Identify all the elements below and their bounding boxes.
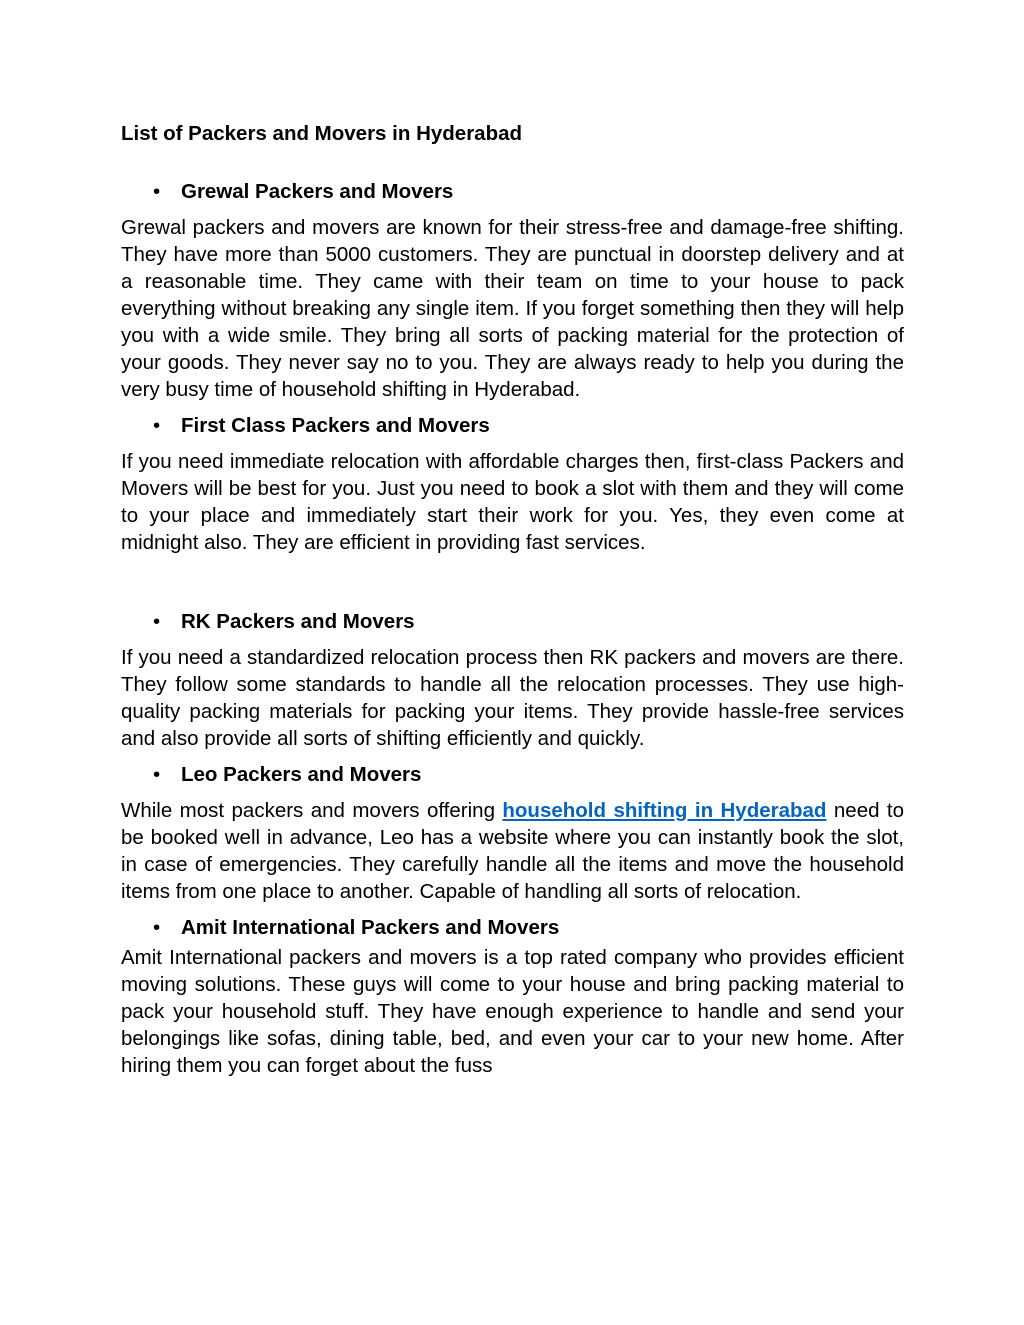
bullet-icon: • [153, 414, 161, 437]
section-heading-label: Amit International Packers and Movers [181, 916, 560, 939]
section-heading-grewal [121, 173, 904, 210]
household-shifting-link[interactable]: household shifting in Hyderabad [502, 799, 827, 822]
section-paragraph-leo [121, 797, 904, 905]
bullet-icon: • [153, 763, 161, 786]
document-page [121, 115, 904, 1083]
section-heading-leo [121, 756, 904, 793]
paragraph-text: need to be booked well in advance, Leo has a website where you can instantly book the slot, in case of emergencies. They carefully handle all the items and move the household items from one place to another. Capable of handling all sorts of relocation. [121, 799, 905, 903]
bullet-icon: • [153, 180, 161, 203]
section-heading-first-class [121, 407, 904, 444]
paragraph-text: While most packers and movers offering [121, 799, 503, 822]
section-heading-amit [121, 909, 904, 946]
section-heading-label: RK Packers and Movers [181, 610, 415, 633]
document-title: List of Packers and Movers in Hyderabad [121, 122, 523, 145]
bullet-icon: • [153, 610, 161, 633]
section-paragraph-first-class: If you need immediate relocation with affordable charges then, first-class Packers and Movers will be best for you. Just you need to book a slot with them and they will come to your place and immediately start their work for you. Yes, they even come at midnight also. They are efficient in providing fast services. [121, 450, 904, 554]
paragraph-spacer [121, 560, 904, 603]
bullet-icon: • [153, 916, 161, 939]
section-paragraph-grewal: Grewal packers and movers are known for their stress-free and damage-free shifting. They have more than 5000 customers. They are punctual in doorstep delivery and at a reasonable time. They came with their team on time to your house to pack everything without breaking any single item. If you forget something then they will help you with a wide smile. They bring all sorts of packing material for the protection of your goods. They never say no to you. They are always ready to help you during the very busy time of household shifting in Hyderabad. [121, 216, 904, 401]
section-paragraph-rk: If you need a standardized relocation process then RK packers and movers are there. They follow some standards to handle all the relocation processes. They use high-quality packing materials for packing your items. They provide hassle-free services and also provide all sorts of shifting efficiently and quickly. [121, 646, 904, 750]
section-heading-label: Leo Packers and Movers [181, 763, 422, 786]
section-heading-label: Grewal Packers and Movers [181, 180, 454, 203]
section-heading-label: First Class Packers and Movers [181, 414, 490, 437]
section-paragraph-amit: Amit International packers and movers is a top rated company who provides efficient moving solutions. These guys will come to your house and bring packing material to pack your household stuff. They have enough experience to handle and send your belongings like sofas, dining table, bed, and even your car to your new home. After hiring them you can forget about the fuss [121, 946, 904, 1077]
section-heading-rk [121, 603, 904, 640]
